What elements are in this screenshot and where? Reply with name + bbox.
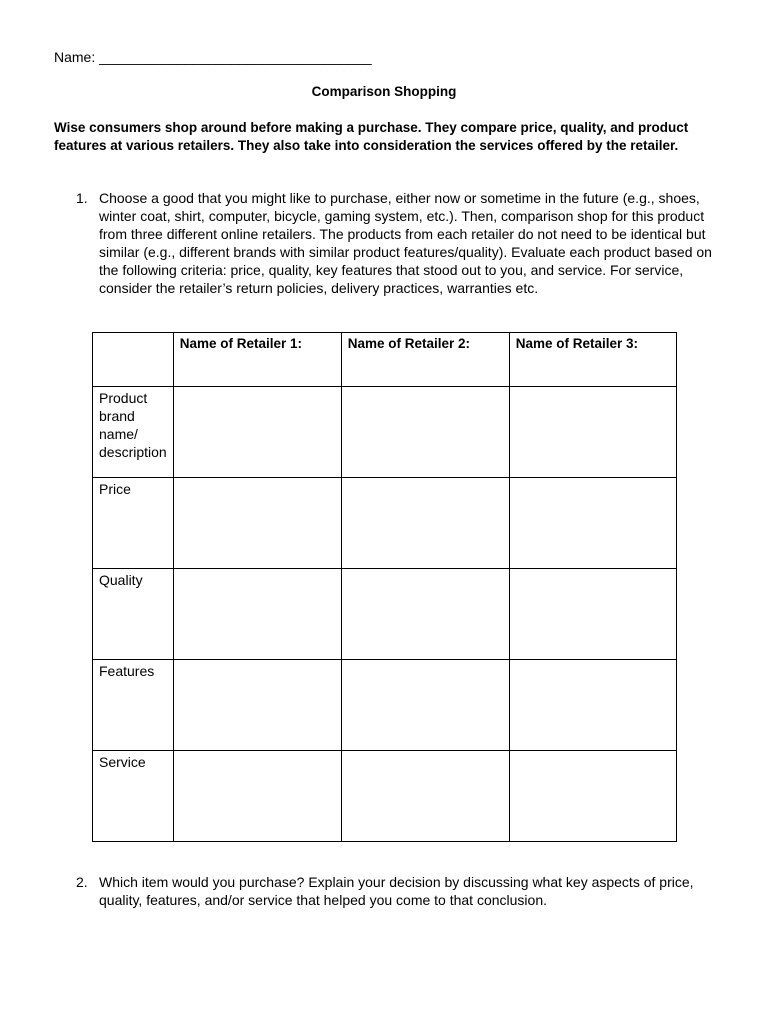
intro-paragraph: Wise consumers shop around before making a purchase. They compare price, quality, and product features at various retailers. They also take into consideration the services offered by the retailer. (54, 120, 689, 153)
row-label-quality: Quality (93, 569, 174, 660)
cell-service-retailer-3[interactable] (509, 751, 676, 842)
table-header-row (93, 333, 677, 387)
question-2 (76, 873, 724, 909)
row-label-product: Product brand name/ description (93, 387, 174, 478)
cell-price-retailer-1[interactable] (173, 478, 341, 569)
question-1-number: 1. (76, 190, 88, 206)
table-corner-cell (93, 333, 174, 387)
page-title: Comparison Shopping (311, 84, 457, 99)
cell-product-retailer-1[interactable] (173, 387, 341, 478)
name-field[interactable]: Name: ___________________________________ (54, 49, 372, 65)
retailer-1-header: Name of Retailer 1: (173, 333, 341, 387)
question-2-text: Which item would you purchase? Explain your decision by discussing what key aspects of price, quality, features, and/or service that helped you come to that conclusion. (99, 874, 694, 908)
cell-product-retailer-3[interactable] (509, 387, 676, 478)
table-row (93, 387, 677, 478)
cell-features-retailer-3[interactable] (509, 660, 676, 751)
cell-quality-retailer-1[interactable] (173, 569, 341, 660)
cell-quality-retailer-2[interactable] (341, 569, 509, 660)
cell-service-retailer-2[interactable] (341, 751, 509, 842)
cell-product-retailer-2[interactable] (341, 387, 509, 478)
cell-price-retailer-3[interactable] (509, 478, 676, 569)
cell-features-retailer-2[interactable] (341, 660, 509, 751)
table-row (93, 751, 677, 842)
retailer-3-header: Name of Retailer 3: (509, 333, 676, 387)
comparison-table (92, 332, 677, 842)
question-2-number: 2. (76, 874, 88, 890)
question-1-text: Choose a good that you might like to purchase, either now or sometime in the future (e.g., shoes, winter coat, shirt, computer, bicycle, gaming system, etc.). Then, comparison shop for this product from three different online retailers. The products from each retailer do not need to be identical but similar (e.g., different brands with similar product features/quality). Evaluate each product based on the following criteria: price, quality, key features that stood out to you, and service. For service, consider the retailer’s return policies, delivery practices, warranties etc. (99, 190, 712, 296)
retailer-2-header: Name of Retailer 2: (341, 333, 509, 387)
question-1 (76, 189, 724, 297)
row-label-service: Service (93, 751, 174, 842)
cell-quality-retailer-3[interactable] (509, 569, 676, 660)
cell-price-retailer-2[interactable] (341, 478, 509, 569)
cell-features-retailer-1[interactable] (173, 660, 341, 751)
table-row (93, 660, 677, 751)
table-row (93, 569, 677, 660)
table-row (93, 478, 677, 569)
row-label-price: Price (93, 478, 174, 569)
row-label-features: Features (93, 660, 174, 751)
cell-service-retailer-1[interactable] (173, 751, 341, 842)
